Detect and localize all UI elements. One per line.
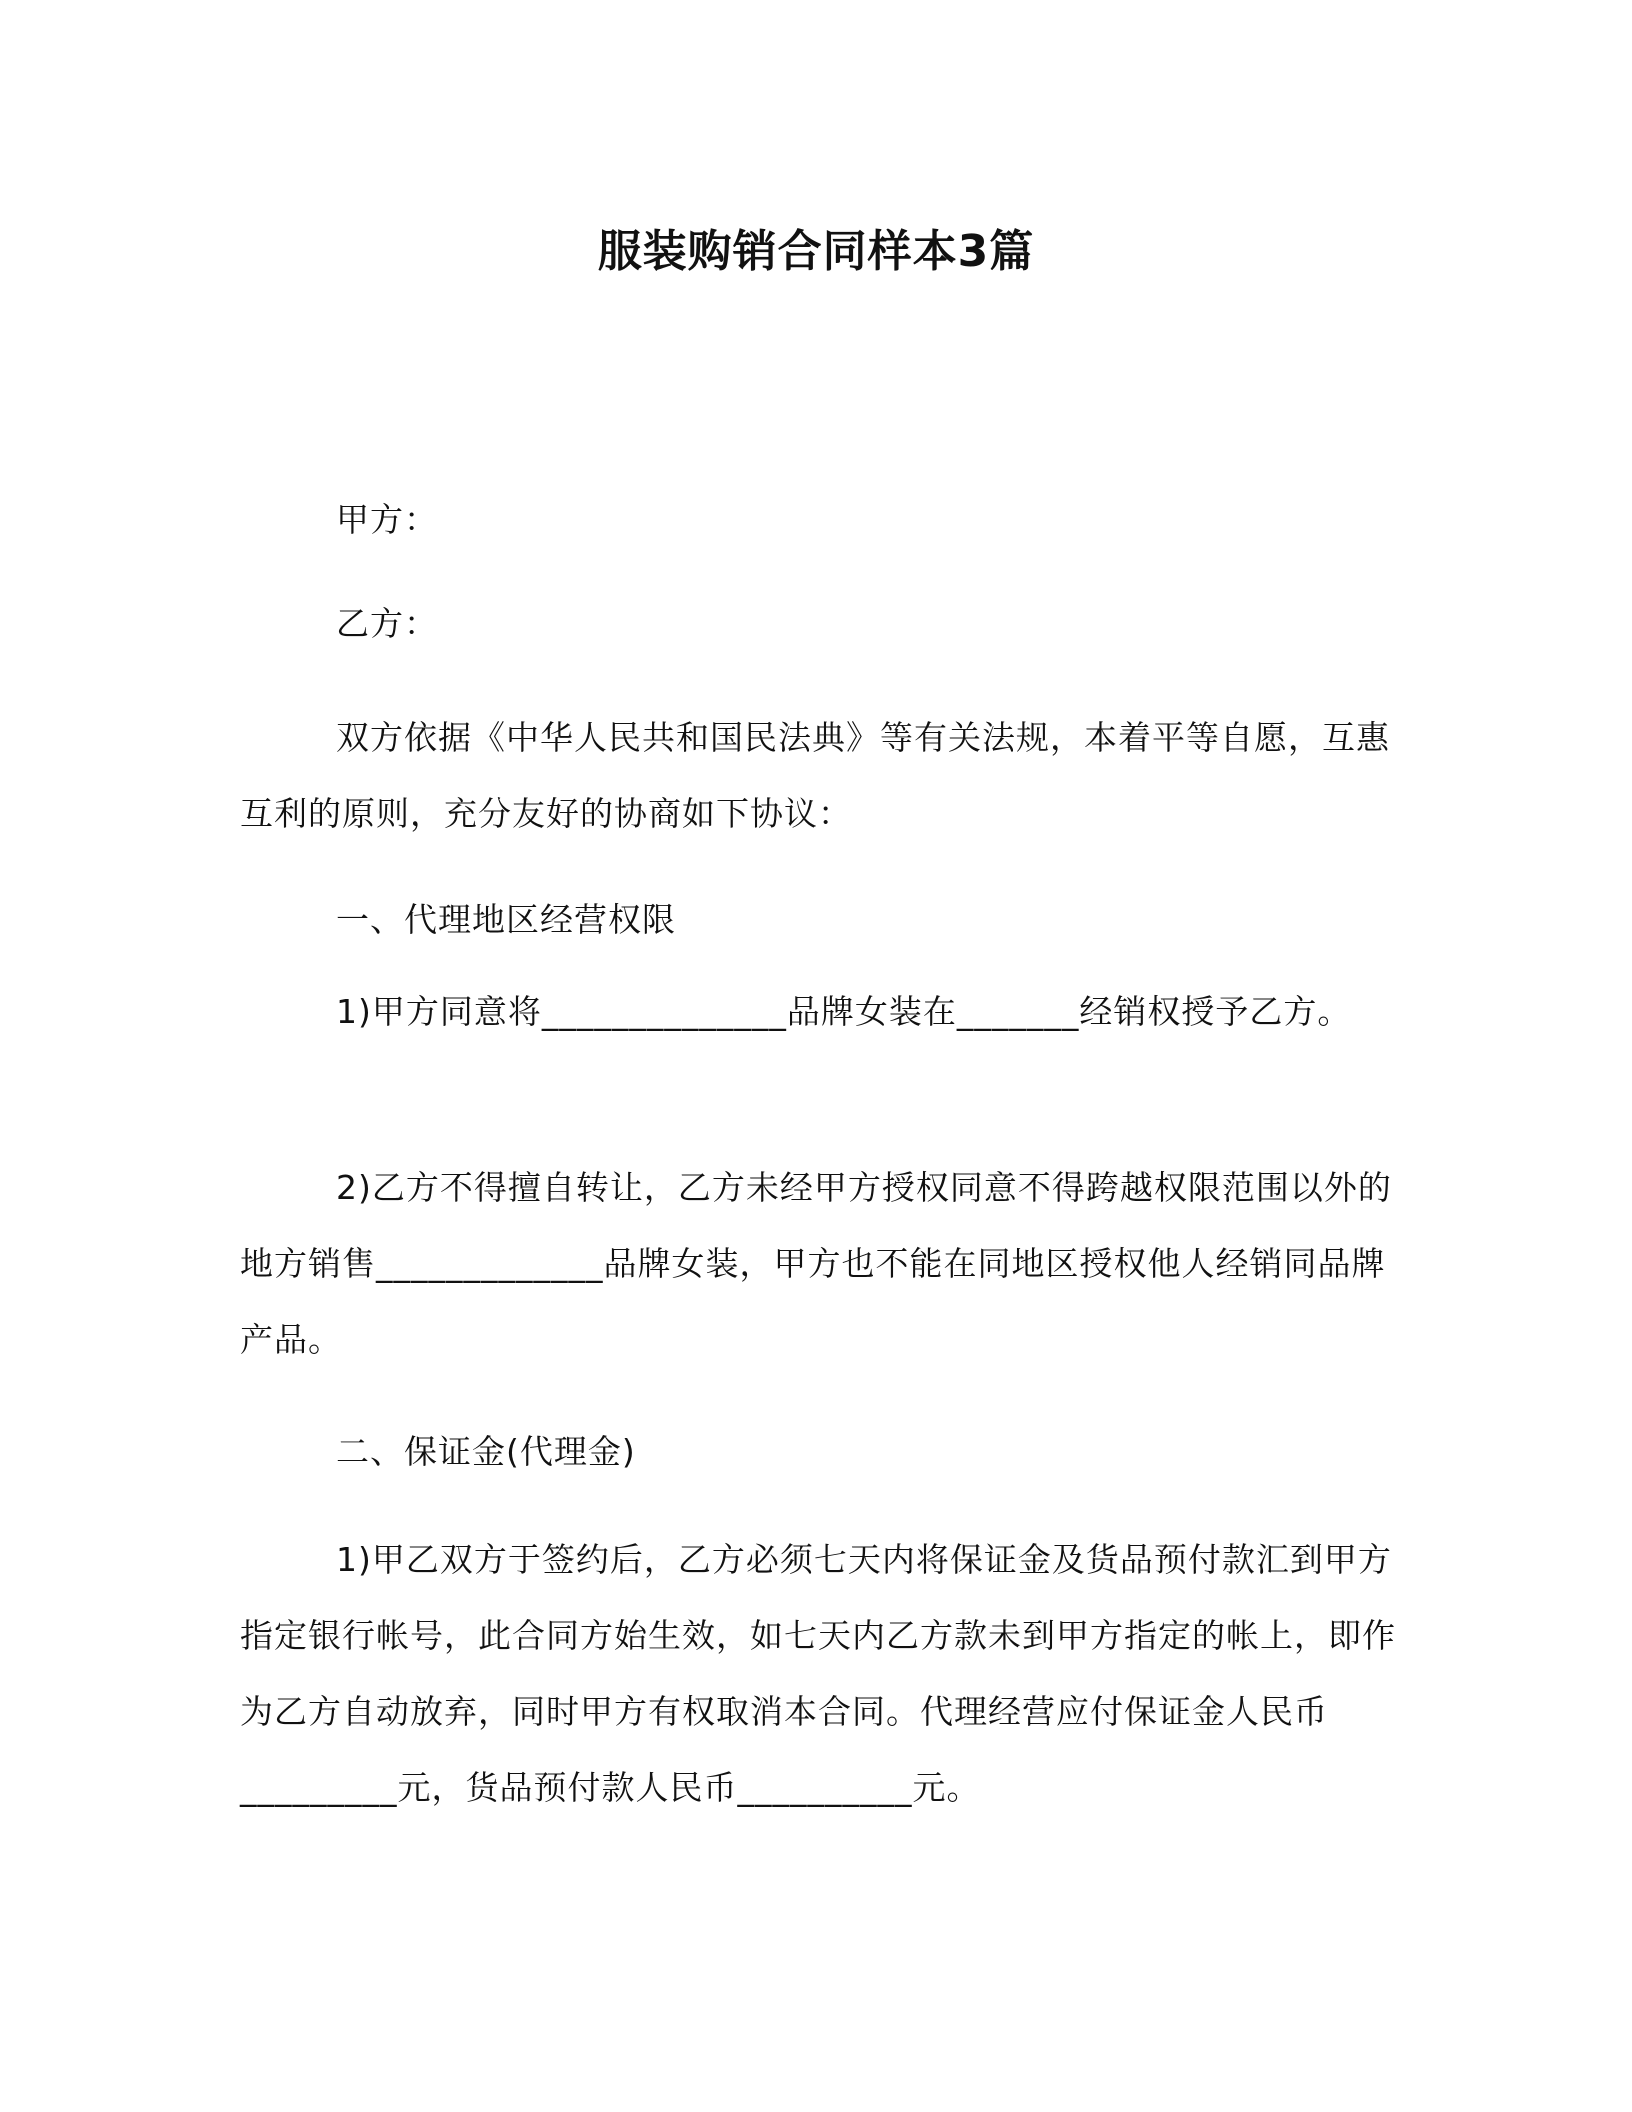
party-b-label: 乙方： [336, 604, 438, 643]
party-a-label: 甲方： [336, 500, 438, 539]
section1-heading: 一、代理地区经营权限 [336, 900, 676, 939]
section1-item1: 1)甲方同意将______________品牌女装在_______经销权授予乙方。 [336, 992, 1352, 1031]
document-title: 服装购销合同样本3篇 [597, 226, 1035, 277]
party-a-line [240, 482, 1400, 558]
intro-paragraph-block [240, 700, 1400, 852]
section2-heading: 二、保证金(代理金) [336, 1432, 636, 1471]
section2-heading-block [240, 1414, 1400, 1490]
section1-item2: 2)乙方不得擅自转让，乙方未经甲方授权同意不得跨越权限范围以外的地方销售_____________品牌女装，甲方也不能在同地区授权他人经销同品牌产品。 [240, 1168, 1392, 1359]
intro-paragraph: 双方依据《中华人民共和国民法典》等有关法规，本着平等自愿，互惠互利的原则，充分友好的协商如下协议： [240, 718, 1390, 833]
section1-heading-block [240, 882, 1400, 958]
section1-item2-block [240, 1150, 1400, 1378]
section1-item1-block [240, 974, 1400, 1050]
party-b-line [240, 586, 1400, 662]
section2-item1-block [240, 1522, 1400, 1826]
section2-item1: 1)甲乙双方于签约后，乙方必须七天内将保证金及货品预付款汇到甲方指定银行帐号，此合同方始生效，如七天内乙方款未到甲方指定的帐上，即作为乙方自动放弃，同时甲方有权取消本合同。代理经营应付保证金人民币_________元，货品预付款人民币__________元。 [240, 1540, 1396, 1807]
